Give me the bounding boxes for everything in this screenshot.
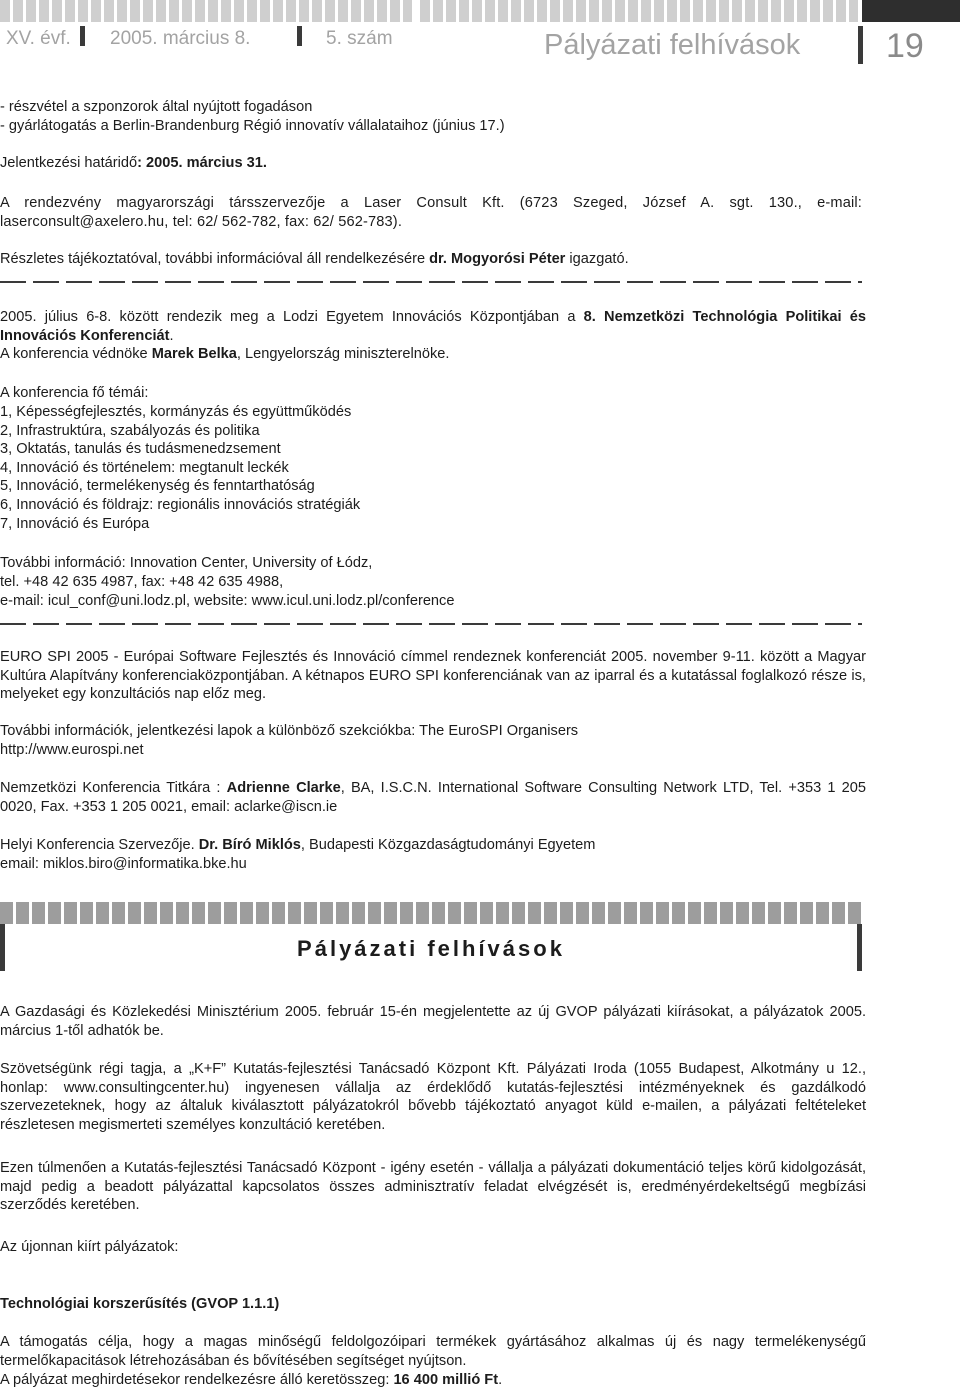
page-number: 19	[886, 27, 924, 65]
list-item: 2, Infrastruktúra, szabályozás és politika	[0, 422, 260, 439]
info-text: Részletes tájékoztatóval, további információval áll rendelkezésére	[0, 251, 430, 267]
deadline-label: Jelentkezési határidő	[0, 155, 138, 171]
header-decor-right	[420, 0, 858, 22]
ministry-paragraph: A Gazdasági és Közlekedési Minisztérium 2005. február 15-én megjelentette az új GVOP pályázati kiírásokat, a pályázatok 2005. március 1-től adhatók be.	[0, 1004, 866, 1039]
organizer-text: , Budapesti Közgazdaságtudományi Egyetem	[300, 837, 596, 853]
deadline	[0, 154, 267, 173]
secretary-name: Adrienne Clarke	[226, 780, 341, 796]
header-section-title: Pályázati felhívások	[544, 29, 801, 61]
services-paragraph: Ezen túlmenően a Kutatás-fejlesztési Tanácsadó Központ - igény esetén - vállalja a pályázati dokumentáció teljes körű kidolgozását, majd pedig a beadott pályázattal kapcsolatos összes adminisztratív feladat elvégzését is, eredményérdekeltségű megbízási szerződés keretében.	[0, 1160, 866, 1214]
budget-text: .	[498, 1372, 503, 1388]
list-item: 4, Innováció és történelem: megtanult leckék	[0, 459, 289, 476]
secretary-text: Nemzetközi Konferencia Titkára :	[0, 780, 227, 796]
contact-line: tel. +48 42 635 4987, fax: +48 42 635 4988,	[0, 574, 284, 590]
patron-text: A konferencia védnöke	[0, 346, 152, 362]
section-divider	[0, 623, 862, 625]
conference-intro	[0, 308, 866, 345]
list-item: - gyárlátogatás a Berlin-Brandenburg Régió innovatív vállalataihoz (június 17.)	[0, 118, 505, 134]
contact-line: További információ: Innovation Center, University of Łódz,	[0, 555, 373, 571]
organizer-email: email: miklos.biro@informatika.bke.hu	[0, 856, 247, 872]
list-item: 6, Innováció és földrajz: regionális innovációs stratégiák	[0, 496, 361, 513]
header-date: 2005. március 8.	[110, 28, 251, 49]
subheading: Technológiai korszerűsítés (GVOP 1.1.1)	[0, 1296, 280, 1312]
header-divider	[858, 26, 863, 64]
topics-title: A konferencia fő témái:	[0, 385, 149, 401]
organizer-text: Helyi Konferencia Szervezője.	[0, 837, 199, 853]
patron-name: Marek Belka	[151, 346, 237, 362]
header-divider	[297, 26, 302, 46]
header-issue: 5. szám	[326, 28, 393, 49]
topics-list	[0, 403, 360, 533]
local-organizer	[0, 836, 595, 855]
header-corner-block	[862, 0, 960, 22]
goal-paragraph: A támogatás célja, hogy a magas minőségű feldolgozóipari termékek gyártásához alkalmas új és nagy termelékenységű termelőkapacitások létrehozásában és bővítésében segítséget nyújtson.	[0, 1334, 866, 1369]
list-item: 1, Képességfejlesztés, kormányzás és együttműködés	[0, 404, 352, 420]
further-info-line: További információk, jelentkezési lapok a különböző szekciókba: The EuroSPI Organisers	[0, 723, 579, 739]
intro-text: .	[169, 327, 174, 344]
website-line: http://www.eurospi.net	[0, 742, 144, 758]
list-item: 7, Innováció és Európa	[0, 515, 150, 532]
info-text: igazgató.	[565, 251, 629, 267]
consulting-paragraph: Szövetségünk régi tagja, a „K+F” Kutatás-fejlesztési Tanácsadó Központ Kft. Pályázati Iroda (1055 Budapest, Alkotmány u 12., honlap: www.consultingcenter.hu) ingyenesen vállalja az érdeklődő kutatás-fejlesztési intézményeknek és gazdálkodó szervezeteknek, hogy az általuk kiválasztott pályázatokról bővebb tájékoztató anyagot küld e-mailen, a pályázati feltételeket részletesen megismerteti személyes konzultáció keretében.	[0, 1061, 866, 1133]
new-calls-label: Az újonnan kiírt pályázatok:	[0, 1239, 179, 1255]
budget-line	[0, 1371, 502, 1390]
secretary-text: , BA, I.S.C.N. International Software Consulting Network LTD, Tel. +353 1 205 0020, Fax. +353 1 205 0021, email: aclarke@iscn.ie	[0, 780, 866, 815]
header-divider	[80, 26, 85, 46]
secretary-paragraph	[0, 779, 866, 816]
organizer-name: Dr. Bíró Miklós	[198, 837, 301, 853]
budget-text: A pályázat meghirdetésekor rendelkezésre álló keretösszeg:	[0, 1372, 394, 1388]
header-decor-left	[0, 0, 412, 22]
eurospi-paragraph: EURO SPI 2005 - Európai Software Fejlesztés és Innováció címmel rendeznek konferenciát 2005. november 9-11. között a Magyar Kultúra Alapítvány konferenciaközpontjában. A kétnapos EURO SPI konferenciának van az iparral és a kutatással foglalkozó része is, melyeket egy konzultációs nap előz meg.	[0, 649, 866, 703]
list-item: 5, Innováció, termelékenység és fenntarthatóság	[0, 478, 315, 495]
patron-line	[0, 345, 449, 364]
deadline-value: : 2005. március 31.	[137, 155, 267, 171]
conference-name: 8. Nemzetközi Technológia Politikai és Innovációs Konferenciát	[0, 309, 866, 344]
contact-line: e-mail: icul_conf@uni.lodz.pl, website: www.icul.uni.lodz.pl/conference	[0, 593, 455, 609]
budget-amount: 16 400 millió Ft	[393, 1372, 499, 1388]
organizer-paragraph: A rendezvény magyarországi társszervezője a Laser Consult Kft. (6723 Szeged, József A. sgt. 130., e-mail: laserconsult@axelero.hu, tel: 62/ 562-782, fax: 62/ 562-783).	[0, 195, 862, 230]
section-title: Pályázati felhívások	[297, 936, 565, 961]
section-divider	[0, 281, 862, 283]
contact-name: dr. Mogyorósi Péter	[429, 251, 566, 267]
list-item: - részvétel a szponzorok által nyújtott fogadáson	[0, 99, 313, 115]
intro-text: 2005. július 6-8. között rendezik meg a Lodzi Egyetem Innovációs Központjában a	[0, 309, 584, 325]
patron-text: , Lengyelország miniszterelnöke.	[236, 346, 450, 362]
info-paragraph	[0, 250, 629, 269]
list-item: 3, Oktatás, tanulás és tudásmenedzsement	[0, 441, 281, 458]
header-volume: XV. évf.	[6, 28, 71, 49]
section-decor-bar	[0, 902, 862, 924]
